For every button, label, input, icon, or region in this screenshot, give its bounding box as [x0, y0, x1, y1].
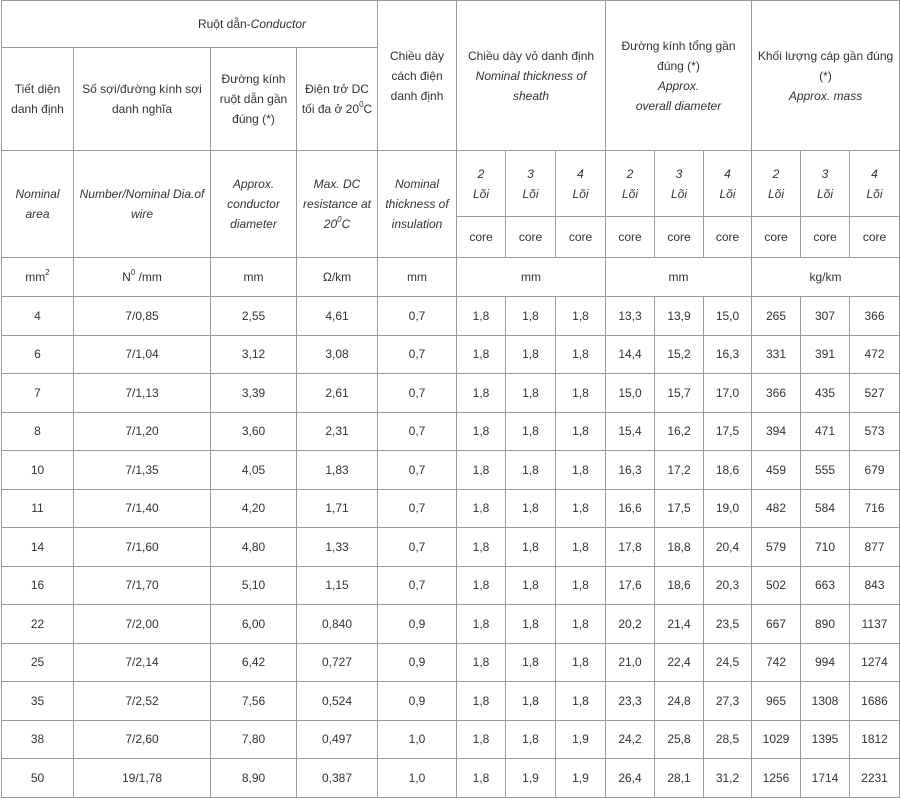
cell-mass-2: 1256	[752, 759, 801, 798]
diameter-4-core-loi: 4 Lõi	[704, 151, 752, 217]
cell-sheath-3: 1,8	[506, 720, 556, 759]
cell-sheath-2: 1,8	[457, 643, 506, 682]
cell-diameter-4: 19,0	[704, 489, 752, 528]
cable-spec-table	[1, 0, 900, 798]
cell-resistance: 1,33	[297, 528, 378, 567]
cell-resistance: 0,524	[297, 682, 378, 721]
cell-diameter-2: 24,2	[606, 720, 655, 759]
table-row	[2, 451, 900, 490]
mass-3-core-en: core	[801, 217, 850, 258]
unit-wire: $N^0$ /mm	[74, 258, 211, 297]
cell-diameter-2: 17,8	[606, 528, 655, 567]
cell-mass-3: 710	[801, 528, 850, 567]
cell-sheath-2: 1,8	[457, 528, 506, 567]
cell-sheath-3: 1,8	[506, 412, 556, 451]
overall-diameter-header: Đường kính tổng gần đúng (*) Approx. overall diameter	[606, 1, 752, 151]
cell-diameter-2: 15,0	[606, 374, 655, 413]
cell-sheath-4: 1,8	[556, 451, 606, 490]
cell-resistance: 2,31	[297, 412, 378, 451]
cell-insulation: 0,7	[378, 335, 457, 374]
cell-conductor-diameter: 3,60	[211, 412, 297, 451]
cell-diameter-4: 20,3	[704, 566, 752, 605]
header-row-3	[2, 151, 900, 217]
resistance-header: Điện trở DC tối đa ở $20^0C$	[297, 48, 378, 151]
cell-sheath-3: 1,8	[506, 451, 556, 490]
cell-wire: 7/2,14	[74, 643, 211, 682]
cell-area: 22	[2, 605, 74, 644]
cell-diameter-4: 17,5	[704, 412, 752, 451]
cell-diameter-3: 16,2	[655, 412, 704, 451]
cell-resistance: 0,387	[297, 759, 378, 798]
cell-area: 10	[2, 451, 74, 490]
cell-mass-3: 307	[801, 297, 850, 336]
cell-sheath-3: 1,8	[506, 528, 556, 567]
units-row	[2, 258, 900, 297]
cell-sheath-3: 1,8	[506, 605, 556, 644]
cell-area: 4	[2, 297, 74, 336]
unit-mass: kg/km	[752, 258, 900, 297]
cell-insulation: 0,7	[378, 451, 457, 490]
cell-insulation: 0,7	[378, 489, 457, 528]
cell-insulation: 0,9	[378, 682, 457, 721]
cell-mass-4: 366	[850, 297, 900, 336]
cell-conductor-diameter: 7,56	[211, 682, 297, 721]
cell-conductor-diameter: 5,10	[211, 566, 297, 605]
cell-conductor-diameter: 8,90	[211, 759, 297, 798]
cell-diameter-4: 31,2	[704, 759, 752, 798]
cell-mass-2: 394	[752, 412, 801, 451]
diameter-3-core-en: core	[655, 217, 704, 258]
cell-resistance: 4,61	[297, 297, 378, 336]
cell-sheath-2: 1,8	[457, 451, 506, 490]
cell-sheath-3: 1,8	[506, 489, 556, 528]
cell-resistance: 1,83	[297, 451, 378, 490]
cell-mass-2: 965	[752, 682, 801, 721]
table-row	[2, 605, 900, 644]
cell-area: 7	[2, 374, 74, 413]
cell-diameter-2: 23,3	[606, 682, 655, 721]
cell-diameter-3: 18,8	[655, 528, 704, 567]
cell-wire: 7/1,20	[74, 412, 211, 451]
cell-diameter-4: 16,3	[704, 335, 752, 374]
unit-sheath: mm	[457, 258, 606, 297]
sheath-thickness-header: Chiều dày vỏ danh định Nominal thickness of sheath	[457, 1, 606, 151]
cell-mass-2: 459	[752, 451, 801, 490]
cell-area: 16	[2, 566, 74, 605]
cell-sheath-2: 1,8	[457, 759, 506, 798]
sheath-4-core-en: core	[556, 217, 606, 258]
cell-area: 6	[2, 335, 74, 374]
cell-diameter-2: 14,4	[606, 335, 655, 374]
cell-sheath-4: 1,8	[556, 335, 606, 374]
cell-area: 35	[2, 682, 74, 721]
cell-conductor-diameter: 7,80	[211, 720, 297, 759]
cell-resistance: 3,08	[297, 335, 378, 374]
cell-sheath-3: 1,8	[506, 566, 556, 605]
cell-sheath-4: 1,8	[556, 528, 606, 567]
cell-sheath-2: 1,8	[457, 297, 506, 336]
table-row	[2, 489, 900, 528]
cell-mass-4: 1274	[850, 643, 900, 682]
conductor-group-header: Ruột dẫn-Conductor	[2, 1, 378, 48]
table-row	[2, 566, 900, 605]
cell-mass-4: 527	[850, 374, 900, 413]
cell-conductor-diameter: 3,39	[211, 374, 297, 413]
header-row-1	[2, 1, 900, 48]
table-row	[2, 720, 900, 759]
mass-2-core-en: core	[752, 217, 801, 258]
cell-mass-2: 482	[752, 489, 801, 528]
cell-mass-2: 502	[752, 566, 801, 605]
cell-area: 38	[2, 720, 74, 759]
cell-mass-3: 435	[801, 374, 850, 413]
cell-sheath-3: 1,8	[506, 643, 556, 682]
cell-conductor-diameter: 4,20	[211, 489, 297, 528]
cell-diameter-4: 24,5	[704, 643, 752, 682]
cell-diameter-3: 15,2	[655, 335, 704, 374]
cell-mass-4: 716	[850, 489, 900, 528]
table-row	[2, 412, 900, 451]
insulation-header-en: Nominal thickness of insulation	[378, 151, 457, 258]
conductor-diameter-header: Đường kính ruột dẫn gần đúng (*)	[211, 48, 297, 151]
mass-4-core-loi: 4 Lõi	[850, 151, 900, 217]
unit-resistance: Ω/km	[297, 258, 378, 297]
unit-conductor-diameter: mm	[211, 258, 297, 297]
cell-mass-4: 472	[850, 335, 900, 374]
cell-mass-3: 1395	[801, 720, 850, 759]
table-row	[2, 335, 900, 374]
cell-diameter-3: 24,8	[655, 682, 704, 721]
cell-insulation: 1,0	[378, 720, 457, 759]
cell-mass-3: 391	[801, 335, 850, 374]
cell-mass-4: 2231	[850, 759, 900, 798]
cell-resistance: 0,727	[297, 643, 378, 682]
cell-diameter-2: 20,2	[606, 605, 655, 644]
table-row	[2, 682, 900, 721]
cell-mass-2: 331	[752, 335, 801, 374]
cell-mass-4: 1686	[850, 682, 900, 721]
cell-conductor-diameter: 6,42	[211, 643, 297, 682]
cell-wire: 7/1,13	[74, 374, 211, 413]
cell-resistance: 0,840	[297, 605, 378, 644]
cell-diameter-3: 13,9	[655, 297, 704, 336]
cell-mass-2: 265	[752, 297, 801, 336]
sheath-3-core-en: core	[506, 217, 556, 258]
cell-diameter-4: 23,5	[704, 605, 752, 644]
cell-mass-4: 877	[850, 528, 900, 567]
table-row	[2, 759, 900, 798]
cell-sheath-4: 1,8	[556, 605, 606, 644]
cell-diameter-3: 28,1	[655, 759, 704, 798]
table-row	[2, 297, 900, 336]
cell-diameter-2: 16,3	[606, 451, 655, 490]
cell-diameter-3: 21,4	[655, 605, 704, 644]
conductor-diameter-header-en: Approx. conductor diameter	[211, 151, 297, 258]
cell-sheath-4: 1,8	[556, 643, 606, 682]
cell-sheath-3: 1,8	[506, 682, 556, 721]
cell-mass-2: 1029	[752, 720, 801, 759]
area-header-en: Nominal area	[2, 151, 74, 258]
unit-area: $mm^2$	[2, 258, 74, 297]
cell-diameter-3: 25,8	[655, 720, 704, 759]
cell-sheath-4: 1,8	[556, 297, 606, 336]
wire-header-en: Number/Nominal Dia.of wire	[74, 151, 211, 258]
cell-wire: 7/1,40	[74, 489, 211, 528]
cell-mass-2: 579	[752, 528, 801, 567]
cell-sheath-4: 1,8	[556, 412, 606, 451]
cell-mass-4: 1137	[850, 605, 900, 644]
cell-wire: 7/1,04	[74, 335, 211, 374]
cell-wire: 7/0,85	[74, 297, 211, 336]
cell-sheath-4: 1,9	[556, 720, 606, 759]
cell-mass-3: 1714	[801, 759, 850, 798]
cell-sheath-2: 1,8	[457, 566, 506, 605]
cell-wire: 7/1,60	[74, 528, 211, 567]
table-row	[2, 374, 900, 413]
cell-mass-3: 471	[801, 412, 850, 451]
cell-diameter-2: 17,6	[606, 566, 655, 605]
cell-mass-3: 1308	[801, 682, 850, 721]
diameter-2-core-loi: 2 Lõi	[606, 151, 655, 217]
cell-mass-4: 573	[850, 412, 900, 451]
cell-insulation: 0,7	[378, 297, 457, 336]
unit-insulation: mm	[378, 258, 457, 297]
cell-mass-3: 994	[801, 643, 850, 682]
cell-resistance: 1,71	[297, 489, 378, 528]
cell-mass-2: 366	[752, 374, 801, 413]
cell-sheath-2: 1,8	[457, 335, 506, 374]
cell-conductor-diameter: 3,12	[211, 335, 297, 374]
cell-sheath-2: 1,8	[457, 682, 506, 721]
cell-mass-4: 1812	[850, 720, 900, 759]
cell-wire: 7/2,00	[74, 605, 211, 644]
cell-diameter-3: 22,4	[655, 643, 704, 682]
cell-area: 8	[2, 412, 74, 451]
diameter-3-core-loi: 3 Lõi	[655, 151, 704, 217]
cell-diameter-4: 27,3	[704, 682, 752, 721]
sheath-4-core-loi: 4 Lõi	[556, 151, 606, 217]
cell-diameter-4: 15,0	[704, 297, 752, 336]
cell-sheath-4: 1,9	[556, 759, 606, 798]
cell-sheath-4: 1,8	[556, 374, 606, 413]
cell-diameter-4: 17,0	[704, 374, 752, 413]
cell-area: 14	[2, 528, 74, 567]
cell-conductor-diameter: 4,80	[211, 528, 297, 567]
insulation-thickness-header: Chiều dày cách điện danh định	[378, 1, 457, 151]
cell-sheath-2: 1,8	[457, 412, 506, 451]
cell-insulation: 0,7	[378, 412, 457, 451]
diameter-4-core-en: core	[704, 217, 752, 258]
cell-resistance: 0,497	[297, 720, 378, 759]
cell-conductor-diameter: 2,55	[211, 297, 297, 336]
cell-sheath-4: 1,8	[556, 682, 606, 721]
cell-resistance: 1,15	[297, 566, 378, 605]
cell-conductor-diameter: 4,05	[211, 451, 297, 490]
cell-wire: 7/1,70	[74, 566, 211, 605]
cell-sheath-4: 1,8	[556, 489, 606, 528]
cell-diameter-4: 28,5	[704, 720, 752, 759]
cell-mass-3: 555	[801, 451, 850, 490]
cell-mass-3: 890	[801, 605, 850, 644]
sheath-2-core-loi: 2 Lõi	[457, 151, 506, 217]
cell-mass-4: 679	[850, 451, 900, 490]
cell-insulation: 0,7	[378, 528, 457, 567]
cell-wire: 7/2,60	[74, 720, 211, 759]
cell-sheath-4: 1,8	[556, 566, 606, 605]
mass-2-core-loi: 2 Lõi	[752, 151, 801, 217]
cell-wire: 19/1,78	[74, 759, 211, 798]
cell-area: 11	[2, 489, 74, 528]
sheath-3-core-loi: 3 Lõi	[506, 151, 556, 217]
cell-mass-4: 843	[850, 566, 900, 605]
cell-diameter-3: 15,7	[655, 374, 704, 413]
cell-sheath-3: 1,8	[506, 297, 556, 336]
cell-area: 50	[2, 759, 74, 798]
resistance-header-en: Max. DC resistance at $20^0C$	[297, 151, 378, 258]
cell-diameter-3: 17,5	[655, 489, 704, 528]
cell-wire: 7/2,52	[74, 682, 211, 721]
mass-header: Khối lượng cáp gần đúng (*) Approx. mass	[752, 1, 900, 151]
cell-diameter-2: 26,4	[606, 759, 655, 798]
cell-diameter-4: 20,4	[704, 528, 752, 567]
table-row	[2, 643, 900, 682]
diameter-2-core-en: core	[606, 217, 655, 258]
cell-sheath-3: 1,9	[506, 759, 556, 798]
unit-overall-diameter: mm	[606, 258, 752, 297]
cell-sheath-2: 1,8	[457, 489, 506, 528]
area-header: Tiết diện danh định	[2, 48, 74, 151]
cell-mass-2: 742	[752, 643, 801, 682]
cell-conductor-diameter: 6,00	[211, 605, 297, 644]
cell-mass-3: 663	[801, 566, 850, 605]
cell-sheath-2: 1,8	[457, 605, 506, 644]
cell-mass-3: 584	[801, 489, 850, 528]
cell-diameter-3: 18,6	[655, 566, 704, 605]
cell-insulation: 1,0	[378, 759, 457, 798]
cell-insulation: 0,7	[378, 374, 457, 413]
cell-mass-2: 667	[752, 605, 801, 644]
cell-sheath-3: 1,8	[506, 374, 556, 413]
wire-header: Số sợi/đường kính sợi danh nghĩa	[74, 48, 211, 151]
mass-4-core-en: core	[850, 217, 900, 258]
cell-wire: 7/1,35	[74, 451, 211, 490]
cell-diameter-3: 17,2	[655, 451, 704, 490]
cell-diameter-2: 16,6	[606, 489, 655, 528]
cell-area: 25	[2, 643, 74, 682]
cell-sheath-2: 1,8	[457, 720, 506, 759]
cell-sheath-3: 1,8	[506, 335, 556, 374]
table-row	[2, 528, 900, 567]
cell-diameter-2: 21,0	[606, 643, 655, 682]
cell-insulation: 0,7	[378, 566, 457, 605]
cell-diameter-4: 18,6	[704, 451, 752, 490]
cell-insulation: 0,9	[378, 643, 457, 682]
cell-sheath-2: 1,8	[457, 374, 506, 413]
cell-resistance: 2,61	[297, 374, 378, 413]
cell-diameter-2: 13,3	[606, 297, 655, 336]
cell-diameter-2: 15,4	[606, 412, 655, 451]
mass-3-core-loi: 3 Lõi	[801, 151, 850, 217]
sheath-2-core-en: core	[457, 217, 506, 258]
cell-insulation: 0,9	[378, 605, 457, 644]
